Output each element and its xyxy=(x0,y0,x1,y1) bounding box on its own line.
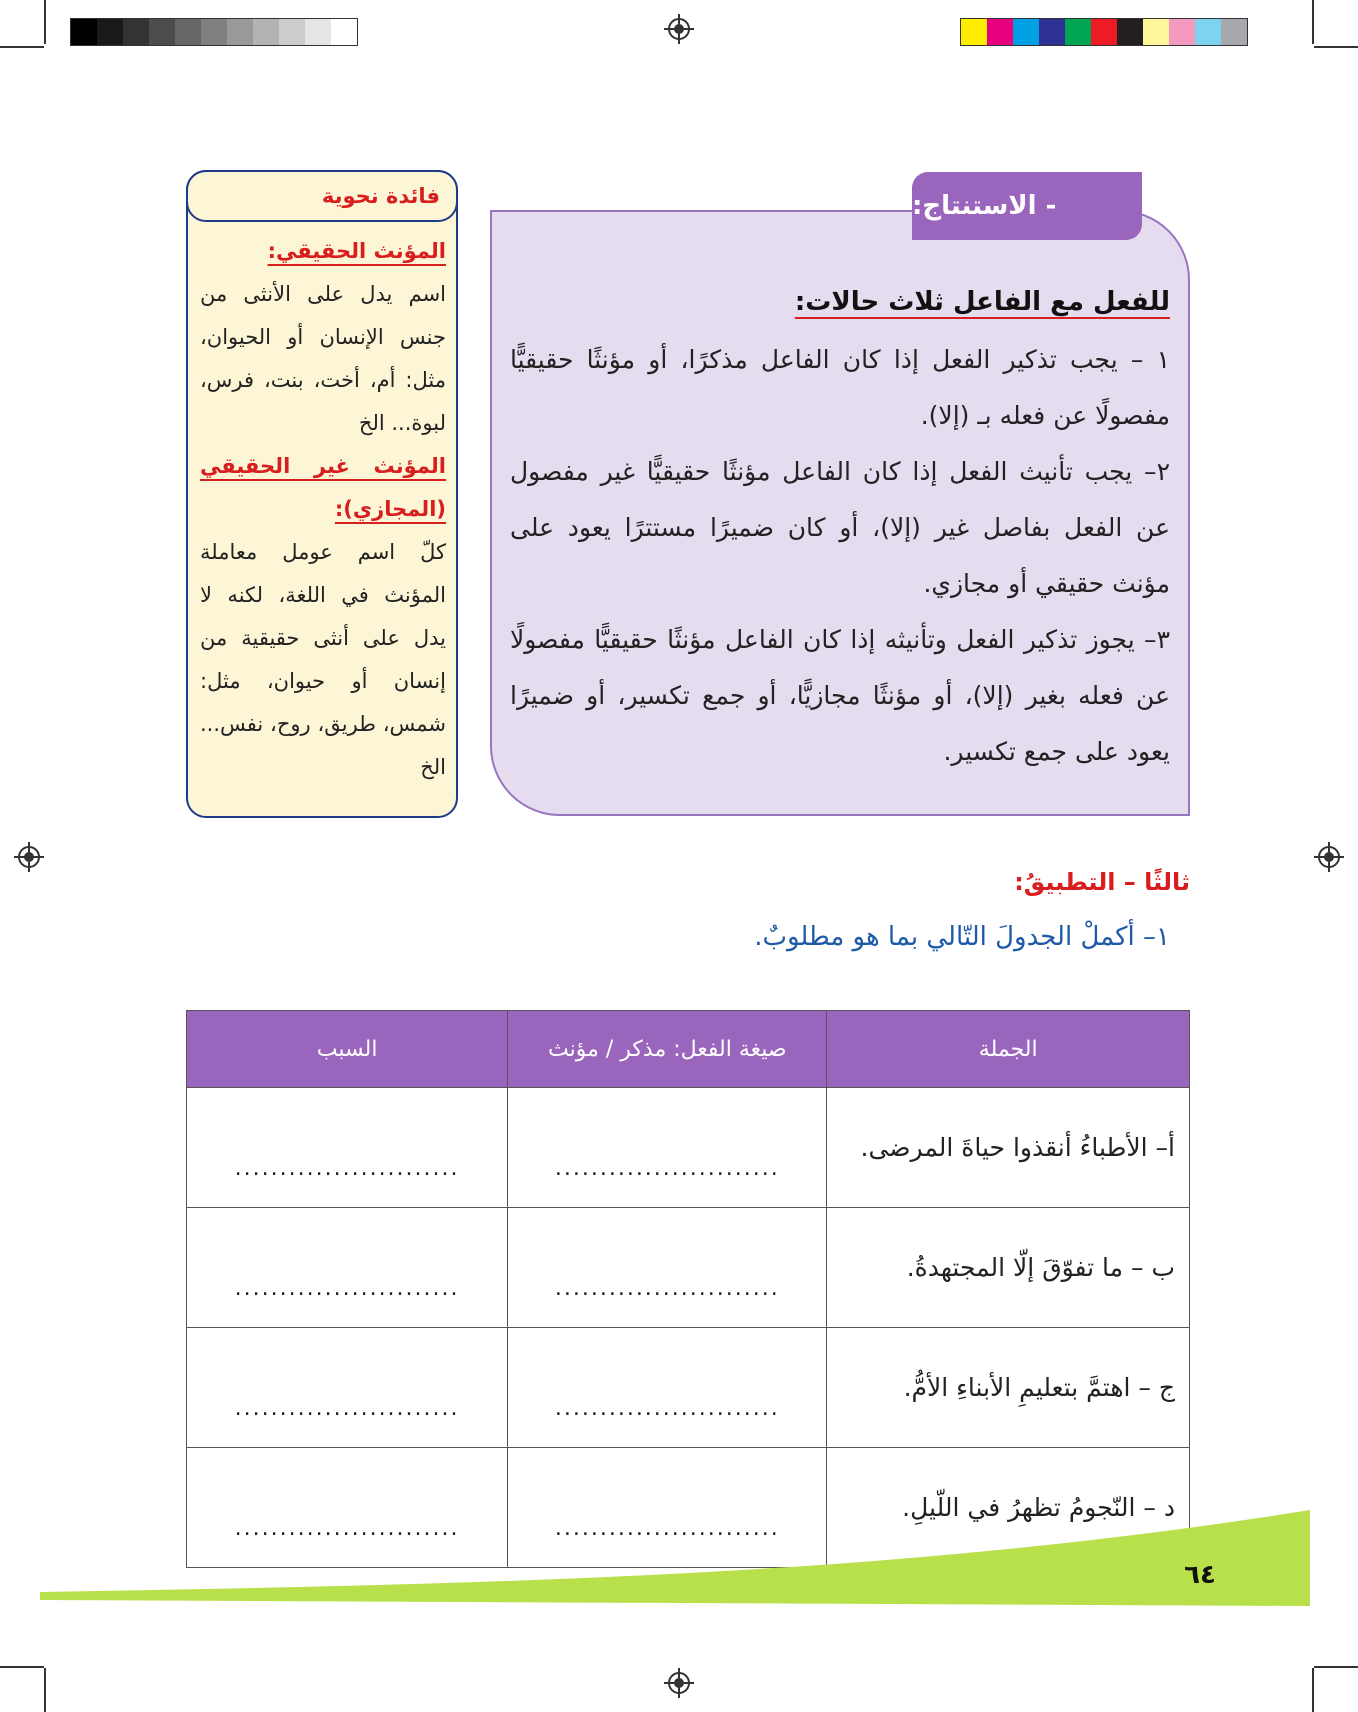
color-swatch xyxy=(1221,19,1247,45)
crop-mark xyxy=(1312,1668,1314,1712)
color-swatch xyxy=(1013,19,1039,45)
reason-blank[interactable]: ......................... xyxy=(187,1328,508,1448)
header-verb-form: صيغة الفعل: مذكر / مؤنث xyxy=(508,1011,827,1088)
color-swatch xyxy=(1039,19,1065,45)
table-row xyxy=(187,1328,1190,1448)
crop-mark xyxy=(0,46,44,48)
crop-mark xyxy=(1312,0,1314,44)
crop-mark xyxy=(0,1666,44,1668)
conclusion-content xyxy=(510,274,1170,780)
verb-form-blank[interactable]: ......................... xyxy=(508,1088,827,1208)
conclusion-item-2: ٢– يجب تأنيث الفعل إذا كان الفاعل مؤنثًا حقيقيًّا غير مفصول عن الفعل بفاصل غير (إلا)، أو كان ضميرًا مستترًا يعود على مؤنث حقيقي أو مجازي. xyxy=(510,457,1170,598)
color-swatch xyxy=(1117,19,1143,45)
page-number: ٦٤ xyxy=(1184,1560,1216,1590)
reason-blank[interactable]: ......................... xyxy=(187,1448,508,1568)
crop-mark xyxy=(1314,1666,1358,1668)
sentence-cell: ج – اهتمَّ بتعليمِ الأبناءِ الأمُّ. xyxy=(827,1328,1190,1448)
registration-mark xyxy=(668,1672,690,1694)
color-swatch xyxy=(1091,19,1117,45)
crop-mark xyxy=(44,1668,46,1712)
color-swatch xyxy=(305,19,331,45)
color-bar xyxy=(960,18,1248,46)
verb-form-blank[interactable]: ......................... xyxy=(508,1328,827,1448)
color-swatch xyxy=(1169,19,1195,45)
reason-blank[interactable]: ......................... xyxy=(187,1088,508,1208)
application-instruction: ١– أكملْ الجدولَ التّالي بما هو مطلوبٌ. xyxy=(754,922,1170,952)
color-swatch xyxy=(149,19,175,45)
grammar-note-content xyxy=(200,230,446,789)
crop-mark xyxy=(1314,46,1358,48)
color-swatch xyxy=(1195,19,1221,45)
color-swatch xyxy=(123,19,149,45)
color-swatch xyxy=(1143,19,1169,45)
color-swatch xyxy=(279,19,305,45)
registration-mark xyxy=(18,846,40,868)
color-swatch xyxy=(201,19,227,45)
conclusion-item-3: ٣– يجوز تذكير الفعل وتأنيثه إذا كان الفاعل مؤنثًا حقيقيًّا مفصولًا عن فعله بغير (إلا)، أو مؤنثًا مجازيًّا، أو جمع تكسير، أو ضميرًا يعود على جمع تكسير. xyxy=(510,625,1170,766)
sentence-cell: ب – ما تفوّقَ إلّا المجتهدةُ. xyxy=(827,1208,1190,1328)
real-feminine-definition: اسم يدل على الأنثى من جنس الإنسان أو الحيوان، مثل: أم، أخت، بنت، فرس، لبوة... الخ xyxy=(200,282,446,435)
conclusion-tab: - الاستنتاج: xyxy=(912,172,1142,240)
application-heading: ثالثًا – التطبيقُ: xyxy=(1014,868,1190,896)
sentence-cell: د – النّجومُ تظهرُ في اللّيلِ. xyxy=(827,1448,1190,1568)
verb-form-blank[interactable]: ......................... xyxy=(508,1208,827,1328)
footer-band xyxy=(0,1510,1358,1630)
color-swatch xyxy=(987,19,1013,45)
color-swatch xyxy=(227,19,253,45)
gray-scale-bar xyxy=(70,18,358,46)
color-swatch xyxy=(71,19,97,45)
color-swatch xyxy=(961,19,987,45)
crop-mark xyxy=(44,0,46,44)
figurative-feminine-definition: كلّ اسم عومل معاملة المؤنث في اللغة، لكنه لا يدل على أنثى حقيقية من إنسان أو حيوان، مثل: شمس، طريق، روح، نفس... الخ xyxy=(200,540,446,779)
color-swatch xyxy=(97,19,123,45)
registration-mark xyxy=(1318,846,1340,868)
conclusion-item-1: ١ – يجب تذكير الفعل إذا كان الفاعل مذكرًا، أو مؤنثًا حقيقيًّا مفصولًا عن فعله بـ (إلا). xyxy=(510,345,1170,430)
color-swatch xyxy=(331,19,357,45)
real-feminine-heading: المؤنث الحقيقي: xyxy=(267,239,446,263)
reason-blank[interactable]: ......................... xyxy=(187,1208,508,1328)
table-header-row xyxy=(187,1011,1190,1088)
exercise-table xyxy=(186,1010,1190,1568)
verb-form-blank[interactable]: ......................... xyxy=(508,1448,827,1568)
figurative-feminine-heading: المؤنث غير الحقيقي (المجازي): xyxy=(200,454,446,521)
header-reason: السبب xyxy=(187,1011,508,1088)
table-row xyxy=(187,1088,1190,1208)
color-swatch xyxy=(253,19,279,45)
table-row xyxy=(187,1208,1190,1328)
color-swatch xyxy=(1065,19,1091,45)
sentence-cell: أ– الأطباءُ أنقذوا حياةَ المرضى. xyxy=(827,1088,1190,1208)
grammar-note-title: فائدة نحوية xyxy=(186,170,458,222)
conclusion-heading: للفعل مع الفاعل ثلاث حالات: xyxy=(794,287,1170,317)
color-swatch xyxy=(175,19,201,45)
registration-mark xyxy=(668,18,690,40)
header-sentence: الجملة xyxy=(827,1011,1190,1088)
